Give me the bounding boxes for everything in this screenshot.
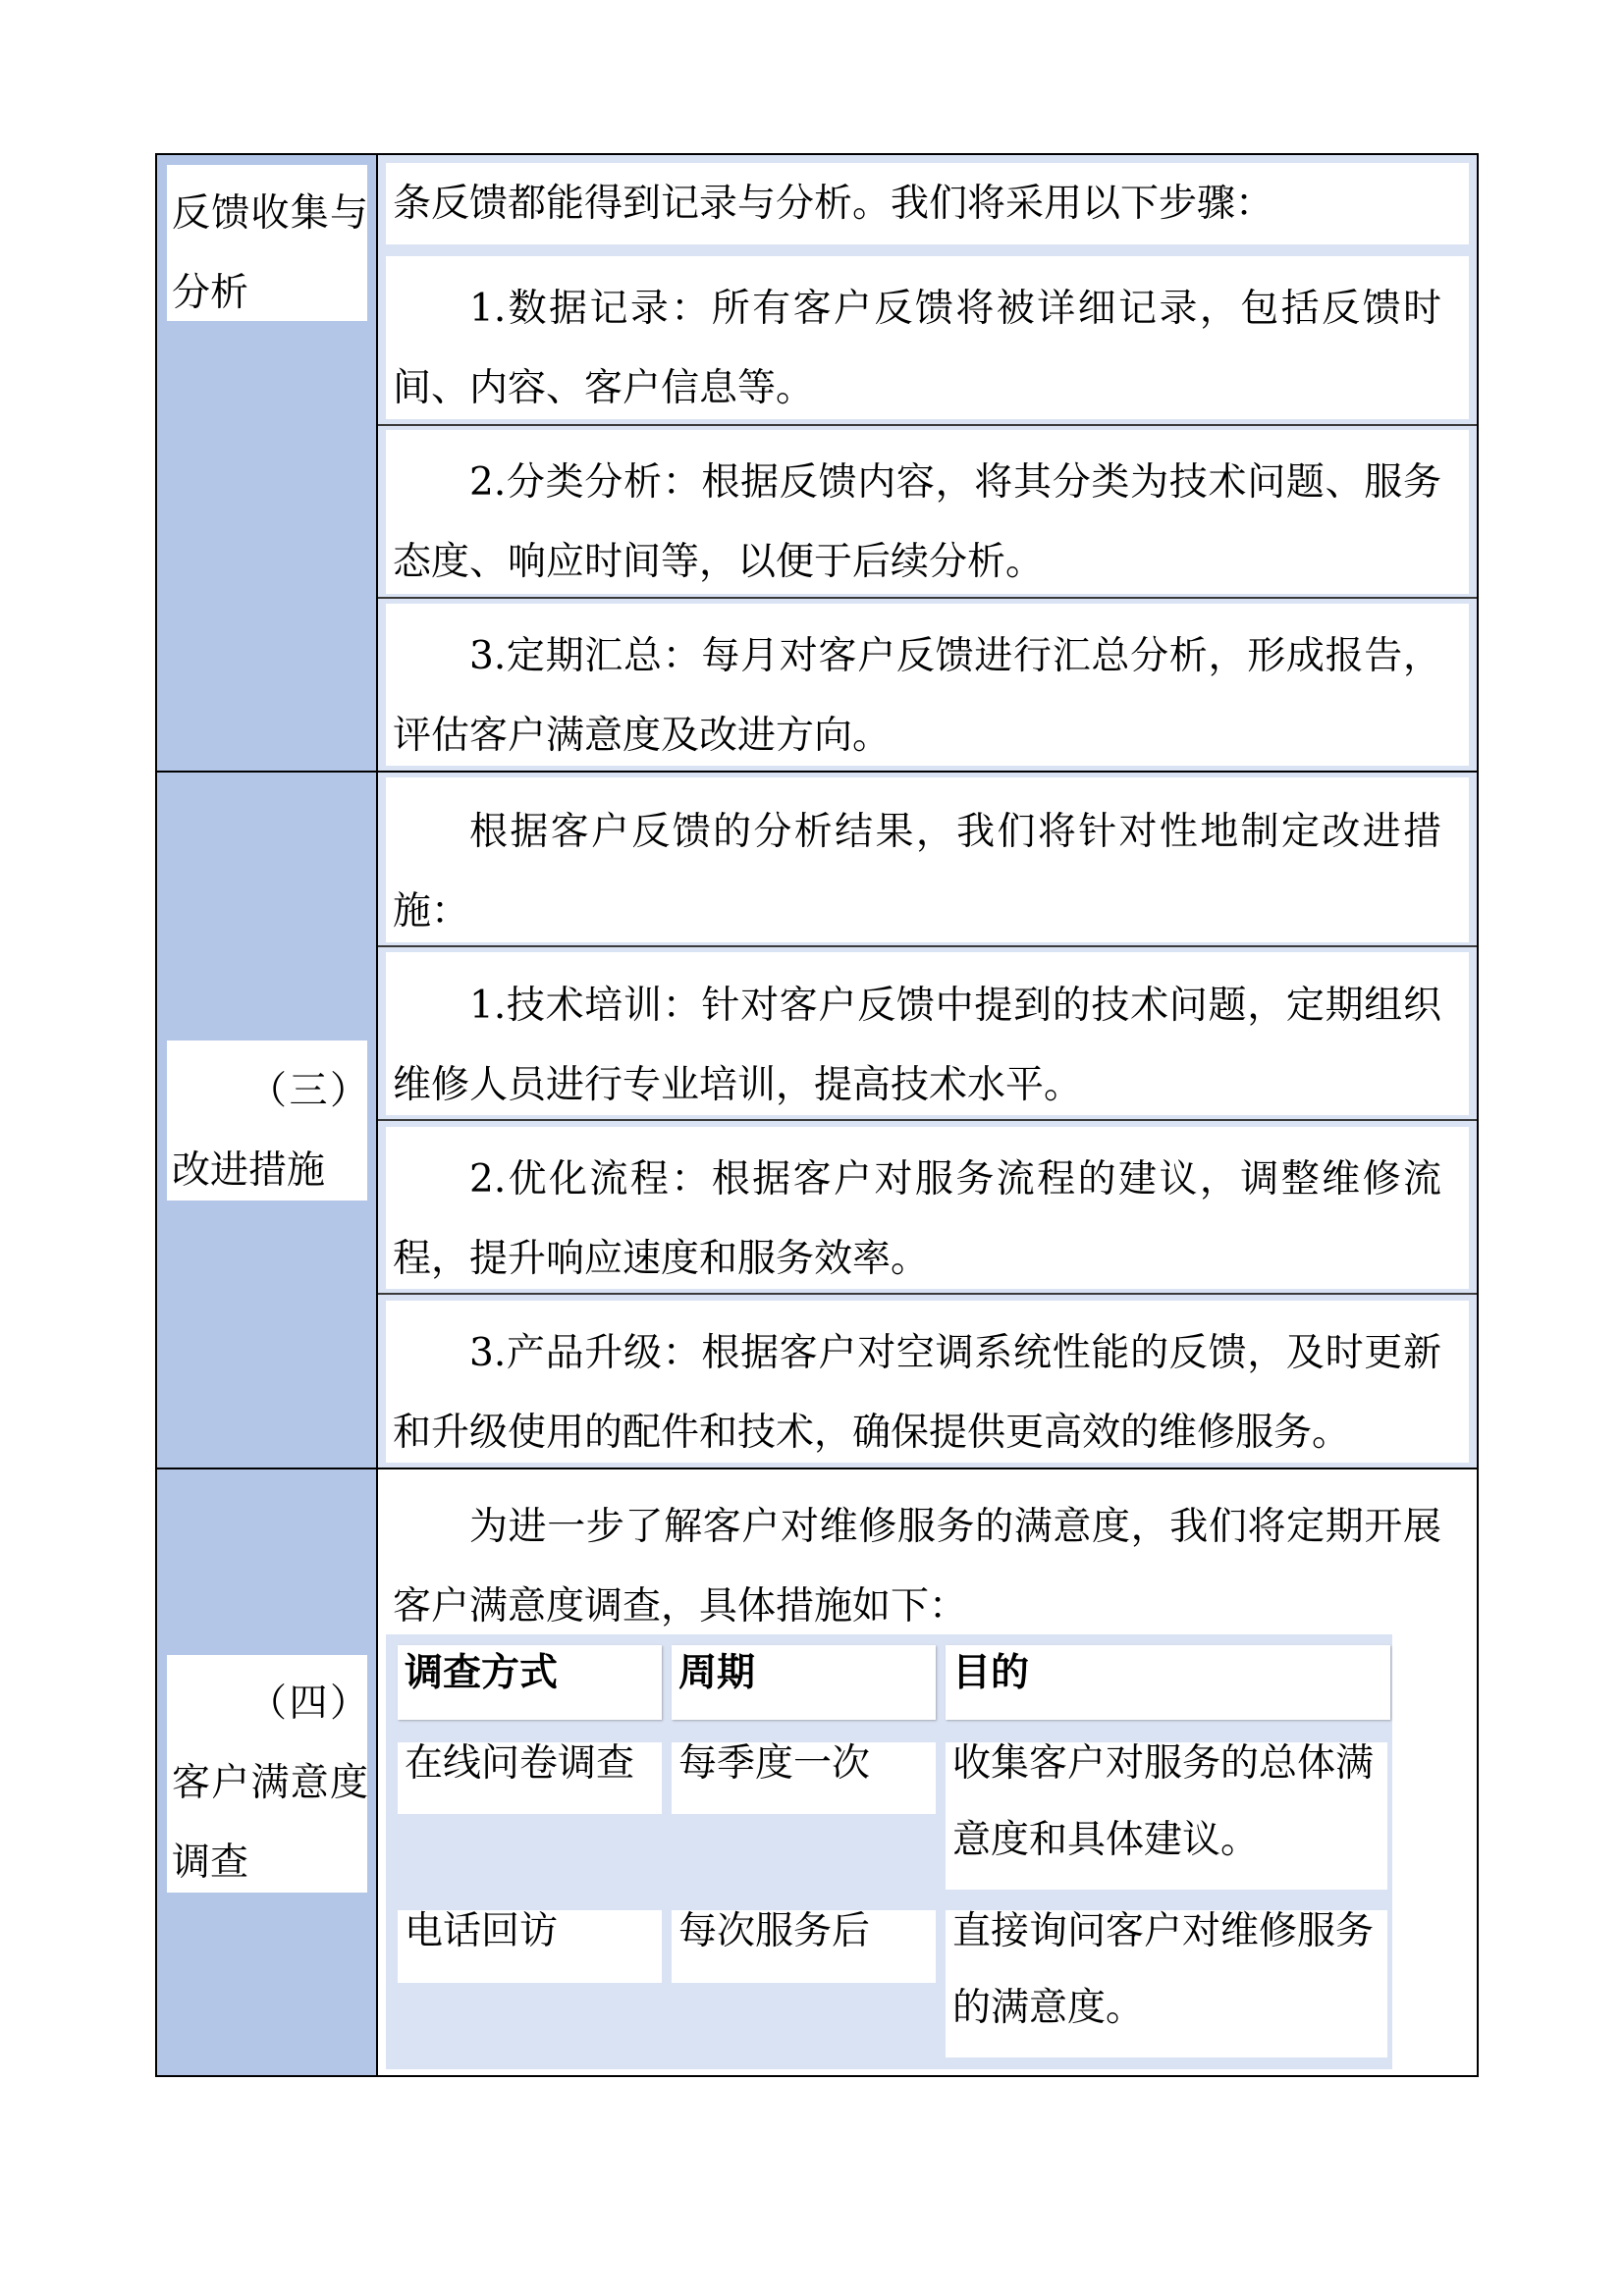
paragraph: 3.定期汇总：每月对客户反馈进行汇总分析，形成报告，评估客户满意度及改进方向。 [393, 634, 1441, 758]
paragraph: 2.分类分析：根据反馈内容，将其分类为技术问题、服务态度、响应时间等，以便于后续分析。 [393, 460, 1441, 584]
cell-text: 直接询问客户对维修服务的满意度。 [952, 1909, 1375, 2030]
header-label: 周期 [678, 1650, 756, 1695]
section-label-text: （四）客户满意度调查 [172, 1682, 368, 1885]
cell-text: 收集客户对服务的总体满意度和具体建议。 [952, 1741, 1375, 1862]
section-label-text: （三）改进措施 [172, 1069, 368, 1193]
paragraph: 3.产品升级：根据客户对空调系统性能的反馈，及时更新和升级使用的配件和技术，确保提供更高效的维修服务。 [393, 1331, 1441, 1455]
header-label: 目的 [952, 1650, 1030, 1695]
cell-text: 每季度一次 [678, 1741, 871, 1786]
header-label: 调查方式 [405, 1650, 559, 1695]
paragraph: 2.优化流程：根据客户对服务流程的建议，调整维修流程，提升响应速度和服务效率。 [393, 1157, 1441, 1281]
cell-text: 在线问卷调查 [405, 1741, 635, 1786]
paragraph: 1.技术培训：针对客户反馈中提到的技术问题，定期组织维修人员进行专业培训，提高技术水平。 [393, 984, 1441, 1107]
paragraph: 1.数据记录：所有客户反馈将被详细记录，包括反馈时间、内容、客户信息等。 [393, 287, 1441, 410]
cell-text: 每次服务后 [678, 1909, 871, 1953]
paragraph: 为进一步了解客户对维修服务的满意度，我们将定期开展客户满意度调查，具体措施如下： [393, 1505, 1441, 1629]
paragraph: 根据客户反馈的分析结果，我们将针对性地制定改进措施： [393, 810, 1441, 934]
section-label-text: 反馈收集与分析 [172, 191, 368, 315]
table-border [155, 153, 1479, 2077]
cell-text: 电话回访 [405, 1909, 559, 1953]
paragraph: 条反馈都能得到记录与分析。我们将采用以下步骤： [393, 182, 1274, 226]
